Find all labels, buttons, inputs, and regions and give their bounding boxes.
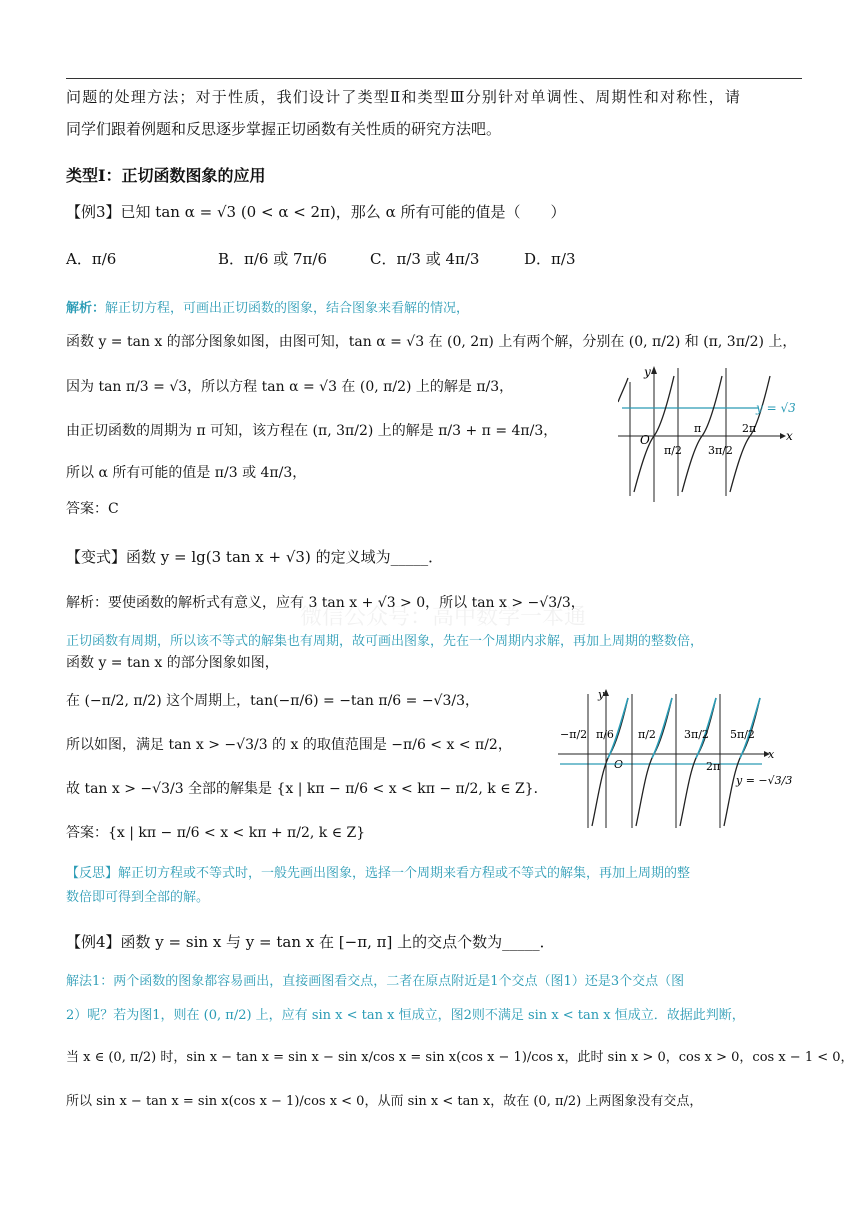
variant-line-3: 函数 y = tan x 的部分图象如图，	[66, 655, 279, 671]
option-a: A．π/6	[66, 250, 117, 268]
top-rule	[66, 78, 802, 79]
example4-stem: 【例4】函数 y = sin x 与 y = tan x 在 [−π, π] 上的交点个数为_____．	[66, 933, 555, 951]
tick-5pi-half: 5π/2	[730, 728, 755, 741]
example3-stem: 【例3】已知 tan α = √3 (0 < α < 2π)，那么 α 所有可能的值是（ ）	[66, 203, 566, 221]
example4-line-2: 2）呢？若为图1，则在 (0, π/2) 上，应有 sin x < tan x 恒成立，图2则不满足 sin x < tan x 恒成立．故据此判断，	[66, 1008, 745, 1023]
tick-pi-half: π/2	[664, 444, 682, 457]
tick-3pi-half: 3π/2	[708, 444, 733, 457]
tan-branch-1	[682, 376, 722, 492]
example4-line-3: 当 x ∈ (0, π/2) 时，sin x − tan x = sin x − sin x/cos x = sin x(cos x − 1)/cos x，此时 sin x > 0，cos x > 0，cos x − 1 < 0，	[66, 1050, 854, 1065]
y-axis-label: y	[598, 688, 605, 701]
variant-line-6: 故 tan x > −√3/3 全部的解集是 {x | kπ − π/6 < x < kπ − π/2, k ∈ Z}．	[66, 781, 548, 797]
example4-line-1: 解法1：两个函数的图象都容易画出，直接画图看交点，二者在原点附近是1个交点（图1）还是3个交点（图	[66, 974, 685, 989]
analysis-intro: 解正切方程，可画出正切函数的图象，结合图象来看解的情况，	[105, 301, 470, 316]
reflection-line-1: 【反思】解正切方程或不等式时，一般先画出图象，选择一个周期来看方程或不等式的解集，再加上周期的整	[66, 866, 691, 881]
analysis-label: 解析：	[66, 301, 106, 316]
watermark: 微信公众号：高中数学一本通	[300, 605, 587, 630]
variant-line-2: 正切函数有周期，所以该不等式的解集也有周期，故可画出图象，先在一个周期内求解，再加上周期的整数倍，	[66, 634, 704, 649]
option-b: B．π/6 或 7π/6	[218, 250, 328, 268]
ex3-analysis-line-1: 函数 y = tan x 的部分图象如图，由图可知，tan α = √3 在 (0, 2π) 上有两个解，分别在 (0, π/2) 和 (π, 3π/2) 上，	[66, 334, 797, 350]
intro-line-1: 问题的处理方法；对于性质，我们设计了类型Ⅱ和类型Ⅲ分别针对单调性、周期性和对称性，请	[66, 88, 742, 106]
tan-branch-left	[618, 378, 628, 402]
ex3-tan-graph	[618, 362, 814, 502]
tick-neg-pi-half: −π/2	[560, 728, 588, 741]
ex3-analysis-line-2: 因为 tan π/3 = √3，所以方程 tan α = √3 在 (0, π/2) 上的解是 π/3，	[66, 379, 514, 395]
option-d: D．π/3	[524, 250, 576, 268]
line-label: y = √3	[756, 401, 796, 415]
variant-line-5: 所以如图，满足 tan x > −√3/3 的 x 的取值范围是 −π/6 < x < π/2，	[66, 737, 512, 753]
y-axis-label: y	[644, 365, 651, 379]
variant-stem: 【变式】函数 y = lg(3 tan x + √3) 的定义域为_____．	[66, 548, 444, 566]
origin-label: O	[640, 433, 650, 447]
variant-line-1: 解析：要使函数的解析式有意义，应有 3 tan x + √3 > 0，所以 tan x > −√3/3，	[66, 595, 585, 611]
ex3-analysis-line-3: 由正切函数的周期为 π 可知，该方程在 (π, 3π/2) 上的解是 π/3 + π = 4π/3，	[66, 423, 558, 439]
origin-label: O	[614, 758, 624, 771]
ex3-answer: 答案：C	[66, 501, 119, 517]
tick-2pi: 2π	[706, 760, 721, 773]
option-c: C．π/3 或 4π/3	[370, 250, 480, 268]
tick-pi-half: π/2	[638, 728, 656, 741]
variant-answer: 答案：{x | kπ − π/6 < x < kπ + π/2, k ∈ Z}	[66, 825, 366, 841]
example4-line-4: 所以 sin x − tan x = sin x(cos x − 1)/cos x < 0，从而 sin x < tan x，故在 (0, π/2) 上两图象没有交点，	[66, 1094, 703, 1109]
tick-3pi-half: 3π/2	[684, 728, 709, 741]
x-axis-label: x	[768, 748, 775, 761]
reflection-line-2: 数倍即可得到全部的解。	[66, 890, 210, 905]
y-axis-arrow-icon	[651, 366, 657, 374]
ex3-analysis-line-4: 所以 α 所有可能的值是 π/3 或 4π/3，	[66, 465, 307, 481]
intro-line-2: 同学们跟着例题和反思逐步掌握正切函数有关性质的研究方法吧。	[66, 120, 502, 138]
type1-heading: 类型Ⅰ：正切函数图象的应用	[66, 166, 266, 185]
line-label: y = −√3/3	[736, 774, 793, 787]
x-axis-label: x	[786, 429, 793, 443]
variant-line-4: 在 (−π/2, π/2) 这个周期上，tan(−π/6) = −tan π/6 = −√3/3，	[66, 693, 480, 709]
tick-pi: π	[694, 422, 702, 435]
tick-2pi: 2π	[742, 422, 757, 435]
tick-pi-sixth: π/6	[596, 728, 614, 741]
variant-tan-graph	[558, 688, 798, 830]
